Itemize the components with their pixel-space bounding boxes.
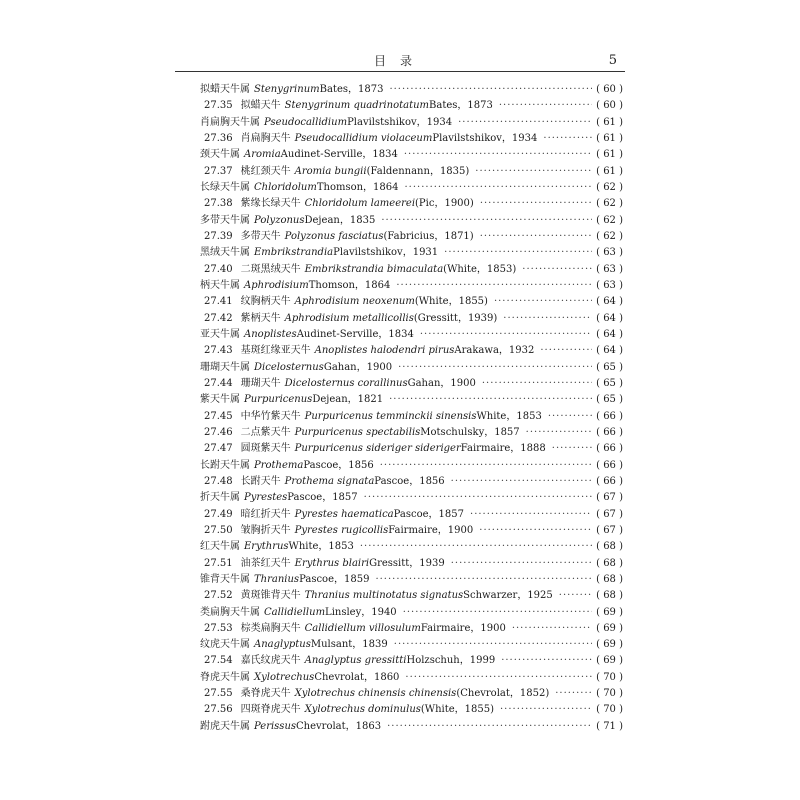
toc-species-row [200, 702, 623, 718]
toc-number: 27.38 [204, 198, 233, 210]
toc-author: (White，1855) [414, 296, 488, 308]
toc-author: (Fabricius，1871) [383, 230, 474, 242]
toc-dot-leader [479, 523, 592, 539]
toc-scientific-name: Xylotrechus dominulus [304, 704, 421, 716]
page-header [175, 52, 625, 72]
toc-page-ref: ( 66 ) [596, 426, 623, 438]
toc-scientific-name: Prothema signata [284, 475, 375, 487]
toc-number: 27.51 [204, 557, 233, 569]
toc-scientific-name: Pseudocallidium violaceum [294, 132, 433, 144]
toc-author: Linsley，1940 [325, 606, 397, 618]
toc-page-ref: ( 65 ) [596, 394, 623, 406]
toc-number: 27.37 [204, 165, 233, 177]
toc-chinese-name: 亚天牛属 [200, 328, 240, 340]
toc-chinese-name: 紫柄天牛 [240, 312, 281, 324]
toc-page-ref: ( 69 ) [596, 622, 623, 634]
toc-dot-leader [420, 327, 592, 343]
toc-number: 27.47 [204, 443, 233, 455]
toc-dot-leader [458, 115, 592, 131]
toc-genus-row [200, 572, 623, 588]
toc-number: 27.55 [204, 688, 233, 700]
toc-chinese-name: 纹胸柄天牛 [240, 296, 291, 308]
toc-dot-leader [475, 164, 592, 180]
toc-dot-leader [522, 262, 592, 278]
toc-page-ref: ( 70 ) [596, 688, 623, 700]
toc-species-row [200, 311, 623, 327]
toc-author: Gahan，1900 [407, 377, 476, 389]
toc-page-ref: ( 63 ) [596, 279, 623, 291]
toc-page-ref: ( 66 ) [596, 459, 623, 471]
toc-author: Chevrolat，1863 [296, 720, 382, 732]
toc-chinese-name: 黑绒天牛属 [200, 247, 250, 259]
toc-chinese-name: 长跗天牛属 [200, 459, 250, 471]
toc-genus-row [200, 637, 623, 653]
toc-scientific-name: Anoplistes halodendri pirus [314, 345, 455, 357]
toc-scientific-name: Dicelosternus [254, 361, 324, 373]
toc-species-row [200, 653, 623, 669]
toc-species-row [200, 474, 623, 490]
toc-genus-row [200, 458, 623, 474]
toc-page-ref: ( 61 ) [596, 149, 623, 161]
toc-dot-leader [398, 360, 592, 376]
toc-scientific-name: Dicelosternus corallinus [284, 377, 408, 389]
toc-scientific-name: Anaglyptus [254, 639, 311, 651]
toc-species-row [200, 409, 623, 425]
toc-number: 27.50 [204, 524, 233, 536]
toc-chinese-name: 长绿天牛属 [200, 181, 250, 193]
toc-genus-row [200, 670, 623, 686]
toc-author: (Pic，1900) [415, 198, 474, 210]
toc-author: Audinet-Serville，1834 [280, 149, 398, 161]
toc-page-ref: ( 70 ) [596, 704, 623, 716]
toc-dot-leader [503, 311, 592, 327]
toc-scientific-name: Erythrus blairi [294, 557, 370, 569]
toc-species-row [200, 262, 623, 278]
toc-page-ref: ( 67 ) [596, 524, 623, 536]
toc-scientific-name: Aromia bungii [294, 165, 367, 177]
toc-scientific-name: Polyzonus fasciatus [284, 230, 384, 242]
toc-dot-leader [555, 686, 592, 702]
toc-scientific-name: Thranius multinotatus signatus [304, 590, 464, 602]
toc-scientific-name: Erythrus [244, 541, 289, 553]
toc-chinese-name: 颈天牛属 [200, 149, 240, 161]
toc-chinese-name: 油茶红天牛 [240, 557, 291, 569]
toc-chinese-name: 紫缘长绿天牛 [240, 198, 301, 210]
toc-dot-leader [552, 441, 592, 457]
toc-dot-leader [403, 605, 592, 621]
toc-dot-leader [540, 343, 592, 359]
toc-species-row [200, 98, 623, 114]
toc-page-ref: ( 62 ) [596, 181, 623, 193]
toc-page-ref: ( 65 ) [596, 361, 623, 373]
toc-author: Fairmaire，1900 [420, 622, 506, 634]
toc-author: White，1853 [476, 410, 542, 422]
toc-author: Fairmaire，1900 [388, 524, 474, 536]
toc-dot-leader [444, 245, 592, 261]
toc-dot-leader [394, 637, 592, 653]
toc-page-ref: ( 66 ) [596, 410, 623, 422]
toc-dot-leader [380, 458, 592, 474]
toc-dot-leader [396, 278, 592, 294]
toc-page-ref: ( 60 ) [596, 84, 623, 95]
toc-genus-row [200, 360, 623, 376]
toc-chinese-name: 二斑黑绒天牛 [240, 263, 301, 275]
toc-species-row [200, 556, 623, 572]
toc-number: 27.48 [204, 475, 233, 487]
toc-author: Audinet-Serville，1834 [296, 328, 414, 340]
toc-chinese-name: 二点紫天牛 [240, 426, 291, 438]
toc-page-ref: ( 61 ) [596, 116, 623, 128]
toc-scientific-name: Polyzonus [254, 214, 305, 226]
toc-page-ref: ( 68 ) [596, 557, 623, 569]
toc-dot-leader [389, 82, 592, 98]
toc-scientific-name: Purpuricenus sideriger sideriger [294, 443, 461, 455]
toc-chinese-name: 折天牛属 [200, 492, 240, 504]
toc-species-row [200, 686, 623, 702]
toc-chinese-name: 圆斑紫天牛 [240, 443, 291, 455]
table-of-contents [200, 82, 623, 735]
toc-number: 27.44 [204, 377, 233, 389]
toc-scientific-name: Embrikstrandia bimaculata [304, 263, 444, 275]
toc-species-row [200, 441, 623, 457]
toc-genus-row [200, 115, 623, 131]
toc-scientific-name: Aphrodisium [244, 279, 309, 291]
toc-page-ref: ( 68 ) [596, 573, 623, 585]
toc-genus-row [200, 245, 623, 261]
toc-page-ref: ( 69 ) [596, 606, 623, 618]
toc-chinese-name: 桃红颈天牛 [240, 165, 291, 177]
toc-genus-row [200, 213, 623, 229]
toc-scientific-name: Pyrestes haematica [294, 508, 394, 520]
toc-species-row [200, 621, 623, 637]
toc-genus-row [200, 278, 623, 294]
toc-chinese-name: 黄斑锥背天牛 [240, 590, 301, 602]
toc-number: 27.36 [204, 132, 233, 144]
toc-dot-leader [500, 702, 592, 718]
toc-scientific-name: Anaglyptus gressitti [304, 655, 407, 667]
toc-scientific-name: Callidiellum villosulum [304, 622, 421, 634]
toc-scientific-name: Callidiellum [264, 606, 326, 618]
toc-author: Pascoe，1859 [299, 573, 370, 585]
toc-page-ref: ( 61 ) [596, 132, 623, 144]
toc-number: 27.46 [204, 426, 233, 438]
toc-scientific-name: Pyrestes rugicollis [294, 524, 389, 536]
toc-scientific-name: Purpuricenus spectabilis [294, 426, 421, 438]
toc-page-ref: ( 66 ) [596, 443, 623, 455]
toc-chinese-name: 四斑脊虎天牛 [240, 704, 301, 716]
toc-genus-row [200, 327, 623, 343]
toc-chinese-name: 柄天牛属 [200, 279, 240, 291]
toc-scientific-name: Purpuricenus [244, 394, 313, 406]
toc-author: Gressitt，1939 [369, 557, 445, 569]
toc-chinese-name: 中华竹紫天牛 [240, 410, 301, 422]
toc-species-row [200, 376, 623, 392]
toc-scientific-name: Anoplistes [244, 328, 297, 340]
toc-dot-leader [482, 376, 592, 392]
toc-page-ref: ( 66 ) [596, 475, 623, 487]
toc-number: 27.53 [204, 622, 233, 634]
toc-chinese-name: 棕类扁胸天牛 [240, 622, 301, 634]
toc-dot-leader [451, 556, 592, 572]
toc-genus-row [200, 180, 623, 196]
toc-author: Chevrolat，1860 [314, 671, 400, 683]
toc-number: 27.52 [204, 590, 233, 602]
toc-species-row [200, 588, 623, 604]
toc-author: (White，1855) [420, 704, 494, 716]
toc-dot-leader [494, 294, 592, 310]
toc-number: 27.45 [204, 410, 233, 422]
toc-page-ref: ( 62 ) [596, 214, 623, 226]
toc-dot-leader [404, 147, 592, 163]
toc-dot-leader [387, 719, 592, 735]
toc-scientific-name: Pseudocallidium [264, 116, 348, 128]
toc-scientific-name: Stenygrinum quadrinotatum [284, 100, 430, 112]
toc-author: Bates，1873 [319, 84, 384, 95]
toc-species-row [200, 164, 623, 180]
toc-page-ref: ( 69 ) [596, 639, 623, 651]
toc-dot-leader [526, 425, 592, 441]
toc-chinese-name: 嘉氏纹虎天牛 [240, 655, 301, 667]
toc-dot-leader [405, 670, 592, 686]
toc-species-row [200, 507, 623, 523]
toc-author: White，1853 [288, 541, 354, 553]
toc-page-ref: ( 64 ) [596, 312, 623, 324]
toc-dot-leader [543, 131, 592, 147]
toc-chinese-name: 长跗天牛 [240, 475, 281, 487]
toc-genus-row [200, 605, 623, 621]
toc-scientific-name: Xylotrechus [254, 671, 315, 683]
toc-genus-row [200, 490, 623, 506]
toc-page-ref: ( 71 ) [596, 720, 623, 732]
toc-dot-leader [480, 229, 592, 245]
toc-author: Motschulsky，1857 [420, 426, 520, 438]
toc-author: (Faldennann，1835) [366, 165, 470, 177]
toc-page-ref: ( 63 ) [596, 263, 623, 275]
header-title: 目录 [373, 54, 426, 68]
toc-dot-leader [499, 98, 592, 114]
toc-chinese-name: 珊瑚天牛 [240, 377, 281, 389]
toc-page-ref: ( 68 ) [596, 590, 623, 602]
toc-dot-leader [364, 490, 592, 506]
toc-author: Plavilstshikov，1934 [347, 116, 453, 128]
toc-page-ref: ( 62 ) [596, 230, 623, 242]
toc-number: 27.41 [204, 296, 233, 308]
toc-author: Plavilstshikov，1934 [432, 132, 538, 144]
toc-author: Pascoe，1857 [287, 492, 358, 504]
toc-author: Holzschuh，1999 [406, 655, 496, 667]
toc-number: 27.54 [204, 655, 233, 667]
toc-chinese-name: 多带天牛 [240, 230, 281, 242]
toc-number: 27.43 [204, 345, 233, 357]
toc-genus-row [200, 719, 623, 735]
toc-author: Thomson，1864 [316, 181, 399, 193]
toc-author: (White，1853) [443, 263, 517, 275]
toc-scientific-name: Purpuricenus temminckii sinensis [304, 410, 477, 422]
toc-author: Gahan，1900 [323, 361, 393, 373]
toc-page-ref: ( 61 ) [596, 165, 623, 177]
toc-author: Plavilstshikov，1931 [333, 247, 439, 259]
toc-author: Fairmaire，1888 [460, 443, 546, 455]
toc-chinese-name: 锥背天牛属 [200, 573, 250, 585]
toc-author: Arakawa，1932 [454, 345, 535, 357]
toc-genus-row [200, 539, 623, 555]
toc-author: Dejean，1835 [304, 214, 376, 226]
toc-author: Thomson，1864 [308, 279, 391, 291]
toc-chinese-name: 红天牛属 [200, 541, 240, 553]
toc-page-ref: ( 67 ) [596, 508, 623, 520]
toc-dot-leader [501, 653, 592, 669]
toc-species-row [200, 294, 623, 310]
toc-page-ref: ( 68 ) [596, 541, 623, 553]
toc-page-ref: ( 69 ) [596, 655, 623, 667]
toc-species-row [200, 523, 623, 539]
toc-chinese-name: 肖扁胸天牛属 [200, 116, 260, 128]
toc-chinese-name: 紫天牛属 [200, 394, 240, 406]
toc-scientific-name: Embrikstrandia [254, 247, 334, 259]
toc-scientific-name: Chloridolum [254, 181, 317, 193]
toc-dot-leader [389, 392, 592, 408]
toc-page-ref: ( 64 ) [596, 328, 623, 340]
toc-scientific-name: Prothema [254, 459, 304, 471]
toc-species-row [200, 196, 623, 212]
toc-page-ref: ( 70 ) [596, 671, 623, 683]
toc-chinese-name: 多带天牛属 [200, 214, 250, 226]
toc-chinese-name: 暗红折天牛 [240, 508, 291, 520]
toc-author: Pascoe，1856 [374, 475, 445, 487]
toc-scientific-name: Xylotrechus chinensis chinensis [294, 688, 457, 700]
toc-dot-leader [512, 621, 592, 637]
toc-chinese-name: 脊虎天牛属 [200, 671, 250, 683]
toc-number: 27.35 [204, 100, 233, 112]
toc-scientific-name: Aphrodisium metallicollis [284, 312, 414, 324]
toc-page-ref: ( 64 ) [596, 296, 623, 308]
toc-genus-row [200, 392, 623, 408]
toc-number: 27.40 [204, 263, 233, 275]
toc-author: Pascoe，1856 [303, 459, 374, 471]
toc-dot-leader [360, 539, 592, 555]
toc-page-ref: ( 62 ) [596, 198, 623, 210]
toc-author: Bates，1873 [429, 100, 493, 112]
toc-genus-row [200, 82, 623, 98]
toc-dot-leader [381, 213, 592, 229]
toc-chinese-name: 拟蜡天牛 [240, 100, 281, 112]
toc-author: (Chevrolat，1852) [456, 688, 550, 700]
page-number: 5 [608, 53, 617, 68]
toc-scientific-name: Pyrestes [244, 492, 288, 504]
toc-page-ref: ( 60 ) [596, 100, 623, 112]
toc-page-ref: ( 63 ) [596, 247, 623, 259]
toc-scientific-name: Stenygrinum [254, 84, 320, 95]
toc-page-ref: ( 65 ) [596, 377, 623, 389]
toc-chinese-name: 肖扁胸天牛 [240, 132, 291, 144]
header-rule [175, 71, 625, 72]
toc-author: Schwarzer，1925 [463, 590, 553, 602]
toc-genus-row [200, 147, 623, 163]
toc-chinese-name: 拟蜡天牛属 [200, 84, 250, 95]
toc-species-row [200, 425, 623, 441]
toc-author: Pascoe，1857 [393, 508, 465, 520]
toc-number: 27.42 [204, 312, 233, 324]
toc-number: 27.56 [204, 704, 233, 716]
toc-dot-leader [375, 572, 592, 588]
toc-scientific-name: Aphrodisium neoxenum [294, 296, 415, 308]
toc-scientific-name: Perissus [254, 720, 297, 732]
toc-dot-leader [470, 507, 592, 523]
toc-dot-leader [548, 409, 592, 425]
toc-number: 27.49 [204, 508, 233, 520]
toc-dot-leader [451, 474, 592, 490]
toc-chinese-name: 纹虎天牛属 [200, 639, 250, 651]
toc-dot-leader [480, 196, 592, 212]
toc-chinese-name: 珊瑚天牛属 [200, 361, 250, 373]
toc-scientific-name: Chloridolum lameerei [304, 198, 416, 210]
toc-chinese-name: 类扁胸天牛属 [200, 606, 260, 618]
toc-scientific-name: Thranius [254, 573, 300, 585]
toc-scientific-name: Aromia [244, 149, 281, 161]
toc-author: (Gressitt，1939) [413, 312, 498, 324]
toc-chinese-name: 皱胸折天牛 [240, 524, 291, 536]
toc-page-ref: ( 67 ) [596, 492, 623, 504]
toc-dot-leader [405, 180, 593, 196]
toc-number: 27.39 [204, 230, 233, 242]
toc-species-row [200, 131, 623, 147]
toc-author: Dejean，1821 [312, 394, 384, 406]
toc-chinese-name: 基斑红缘亚天牛 [240, 345, 311, 357]
toc-species-row [200, 343, 623, 359]
toc-page-ref: ( 64 ) [596, 345, 623, 357]
toc-dot-leader [559, 588, 592, 604]
toc-chinese-name: 跗虎天牛属 [200, 720, 250, 732]
toc-author: Mulsant，1839 [310, 639, 388, 651]
toc-chinese-name: 桑脊虎天牛 [240, 688, 291, 700]
toc-species-row [200, 229, 623, 245]
